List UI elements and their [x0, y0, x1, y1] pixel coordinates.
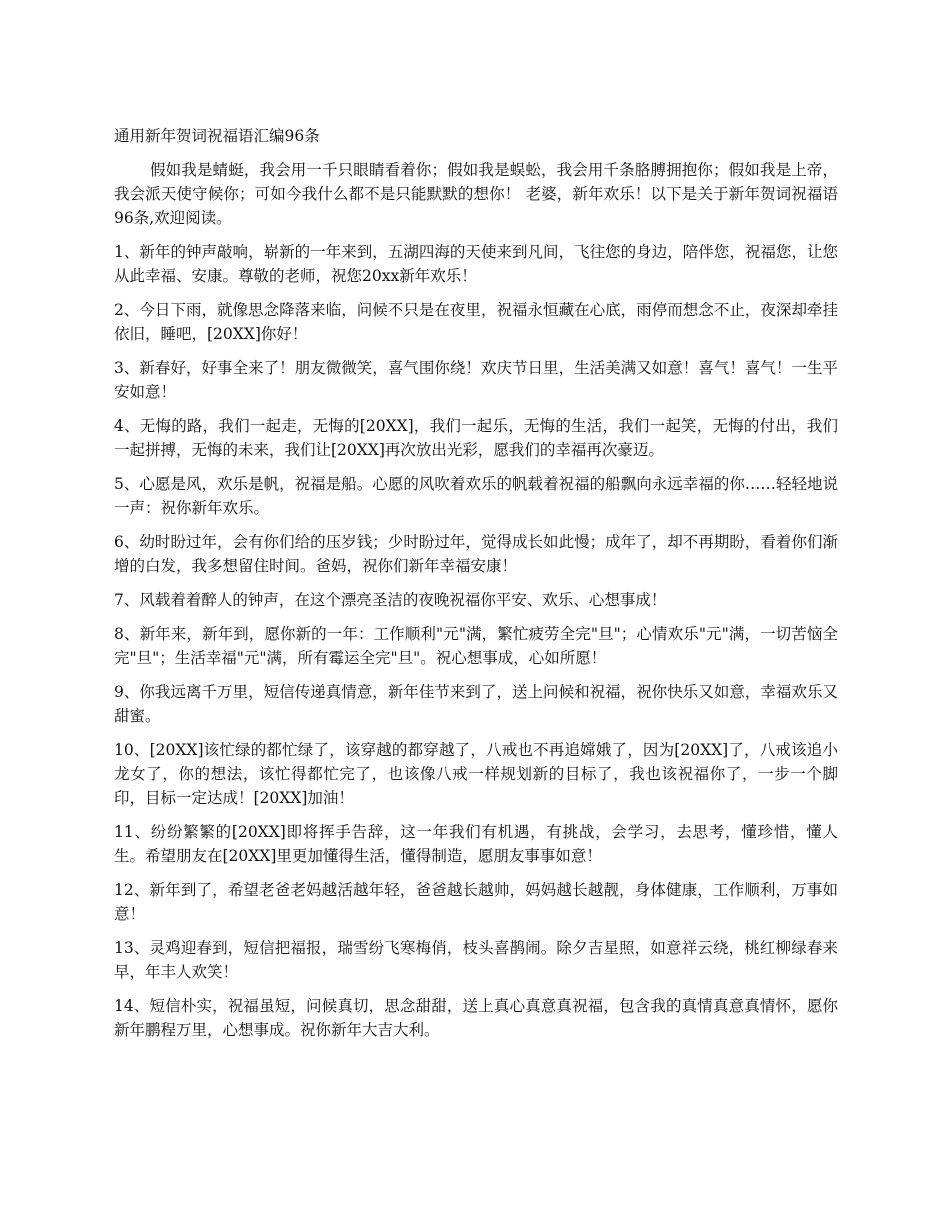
greeting-item-14: 14、短信朴实，祝福虽短，问候真切，思念甜甜，送上真心真意真祝福，包含我的真情真意真情怀，愿你新年鹏程万里，心想事成。祝你新年大吉大利。: [114, 997, 838, 1039]
intro-paragraph: 假如我是蜻蜓，我会用一千只眼睛看着你；假如我是蜈蚣，我会用千条胳膊拥抱你；假如我是上帝，我会派天使守候你；可如今我什么都不是只能默默的想你！ 老婆，新年欢乐！以下是关于新年贺词祝福语96条,欢迎阅读。: [114, 161, 838, 227]
greeting-item-12: 12、新年到了，希望老爸老妈越活越年轻，爸爸越长越帅，妈妈越长越靓，身体健康，工作顺利，万事如意！: [114, 881, 838, 923]
greeting-item-11: 11、纷纷繁繁的[20XX]即将挥手告辞，这一年我们有机遇，有挑战，会学习，去思考，懂珍惜，懂人生。希望朋友在[20XX]里更加懂得生活，懂得制造，愿朋友事事如意！: [114, 823, 838, 865]
greeting-item-9: 9、你我远离千万里，短信传递真情意，新年佳节来到了，送上问候和祝福，祝你快乐又如意，幸福欢乐又甜蜜。: [114, 683, 838, 725]
greeting-item-13: 13、灵鸡迎春到，短信把福报，瑞雪纷飞寒梅俏，枝头喜鹊闹。除夕吉星照，如意祥云绕，桃红柳绿春来早，年丰人欢笑！: [114, 939, 838, 981]
greeting-item-1: 1、新年的钟声敲响，崭新的一年来到，五湖四海的天使来到凡间，飞往您的身边，陪伴您，祝福您，让您从此幸福、安康。尊敬的老师，祝您20xx新年欢乐！: [114, 243, 838, 285]
greeting-item-5: 5、心愿是风，欢乐是帆，祝福是船。心愿的风吹着欢乐的帆载着祝福的船飘向永远幸福的你……轻轻地说一声：祝你新年欢乐。: [114, 475, 838, 517]
greeting-item-10: 10、[20XX]该忙绿的都忙绿了，该穿越的都穿越了，八戒也不再追嫦娥了，因为[20XX]了，八戒该追小龙女了，你的想法，该忙得都忙完了，也该像八戒一样规划新的目标了，我也该祝福你了，一步一个脚印，目标一定达成！[20XX]加油！: [114, 741, 838, 807]
greeting-item-6: 6、幼时盼过年，会有你们给的压岁钱；少时盼过年，觉得成长如此慢；成年了，却不再期盼，看着你们渐增的白发，我多想留住时间。爸妈，祝你们新年幸福安康！: [114, 533, 838, 575]
greeting-item-3: 3、新春好，好事全来了！朋友微微笑，喜气围你绕！欢庆节日里，生活美满又如意！喜气！喜气！一生平安如意！: [114, 359, 838, 401]
greeting-item-2: 2、今日下雨，就像思念降落来临，问候不只是在夜里，祝福永恒藏在心底，雨停而想念不止，夜深却牵挂依旧，睡吧，[20XX]你好！: [114, 301, 838, 343]
greeting-item-8: 8、新年来，新年到，愿你新的一年：工作顺利"元"满，繁忙疲劳全完"旦"；心情欢乐"元"满，一切苦恼全完"旦"；生活幸福"元"满，所有霉运全完"旦"。祝心想事成，心如所愿！: [114, 625, 838, 667]
document-title: 通用新年贺词祝福语汇编96条: [114, 127, 320, 145]
document-page: [114, 124, 838, 1052]
greeting-item-7: 7、风载着着醉人的钟声，在这个漂亮圣洁的夜晚祝福你平安、欢乐、心想事成！: [114, 591, 667, 609]
greeting-item-4: 4、无悔的路，我们一起走，无悔的[20XX]，我们一起乐，无悔的生活，我们一起笑，无悔的付出，我们一起拼搏，无悔的未来，我们让[20XX]再次放出光彩，愿我们的幸福再次豪迈。: [114, 417, 838, 459]
greetings-list: [114, 240, 838, 1042]
